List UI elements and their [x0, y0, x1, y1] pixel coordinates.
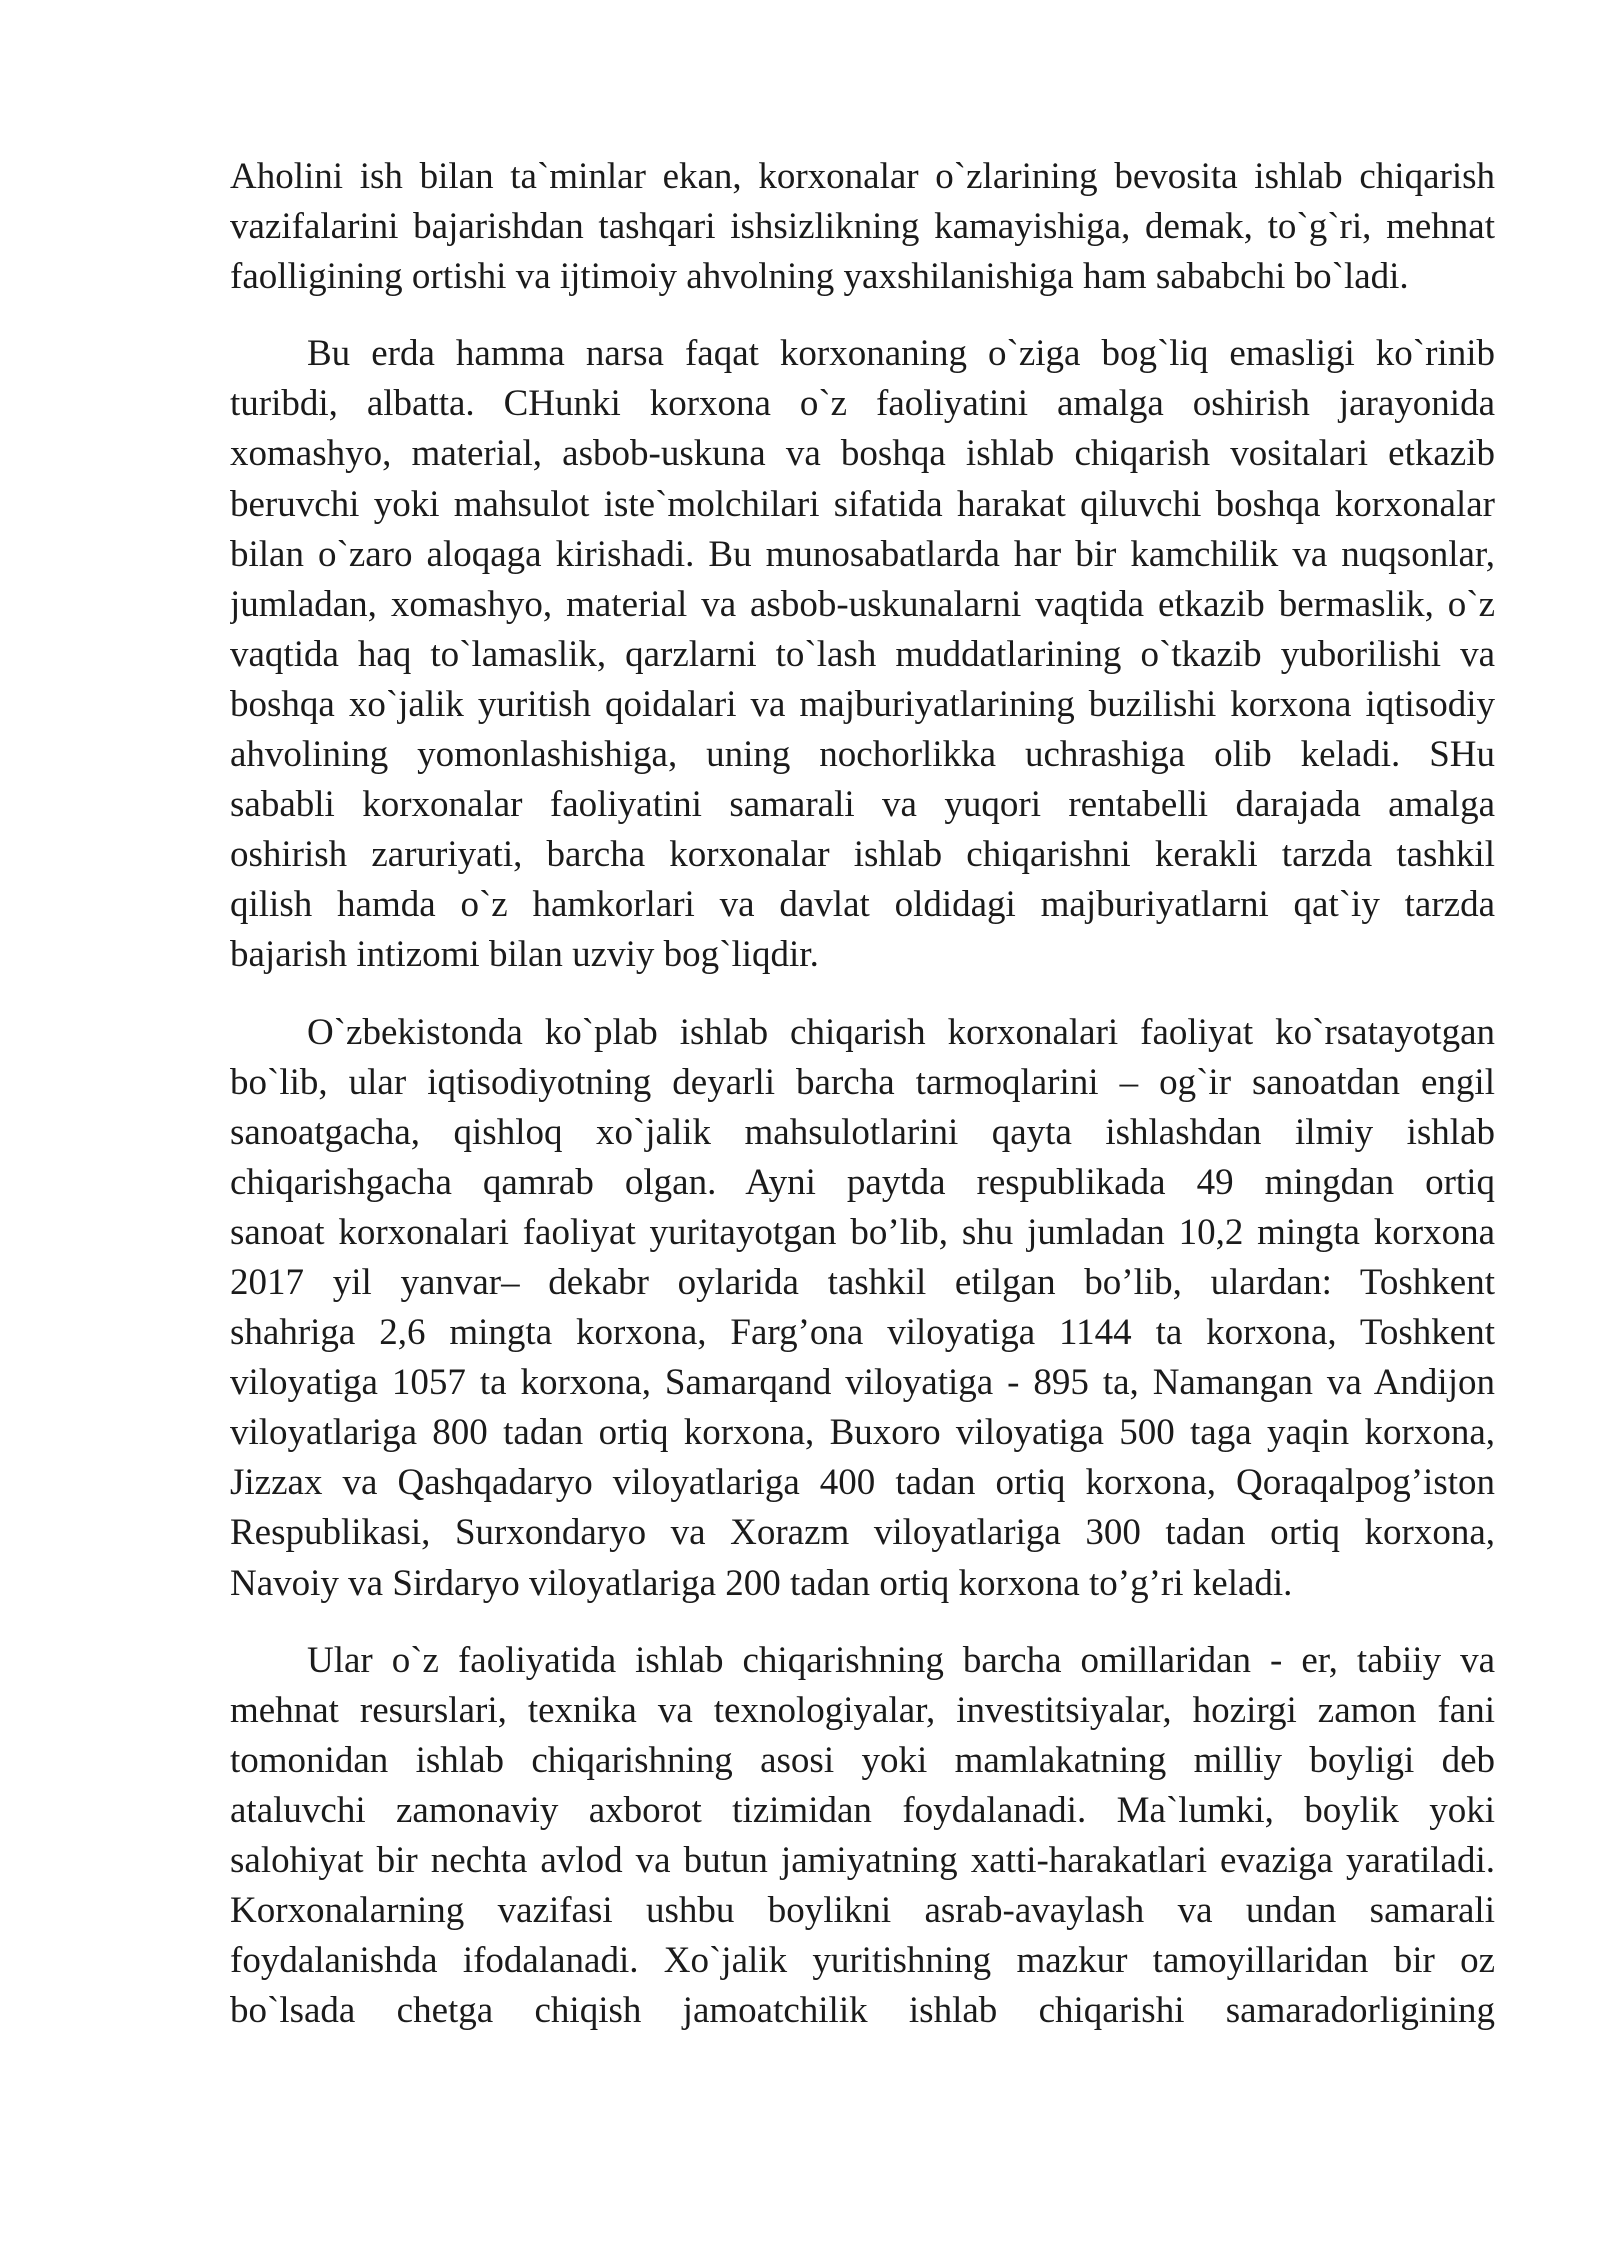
text-line: foydalanishda ifodalanadi. Xo`jalik yuritishning mazkur tamoyillaridan bir oz	[230, 1940, 1495, 1982]
text-line: turibdi, albatta. CHunki korxona o`z faoliyatini amalga oshirish jarayonida	[230, 383, 1495, 425]
text-line: jumladan, xomashyo, material va asbob-uskunalarni vaqtida etkazib bermaslik, o`z	[230, 583, 1495, 625]
paragraph	[230, 329, 1495, 980]
text-line: Bu erda hamma narsa faqat korxonaning o`ziga bog`liq emasligi ko`rinib	[307, 333, 1495, 375]
text-line: Korxonalarning vazifasi ushbu boylikni asrab-avaylash va undan samarali	[230, 1890, 1495, 1932]
text-line: ahvolining yomonlashishiga, uning nochorlikka uchrashiga olib keladi. SHu	[230, 734, 1495, 776]
text-line: vazifalarini bajarishdan tashqari ishsizlikning kamayishiga, demak, to`g`ri, mehnat	[230, 206, 1495, 248]
text-line: Ular o`z faoliyatida ishlab chiqarishning barcha omillaridan - er, tabiiy va	[307, 1639, 1495, 1681]
text-line: viloyatlariga 800 tadan ortiq korxona, Buxoro viloyatiga 500 taga yaqin korxona,	[230, 1412, 1495, 1454]
text-line: ataluvchi zamonaviy axborot tizimidan foydalanadi. Ma`lumki, boylik yoki	[230, 1789, 1495, 1831]
text-line: tomonidan ishlab chiqarishning asosi yoki mamlakatning milliy boyligi deb	[230, 1739, 1495, 1781]
text-line: Respublikasi, Surxondaryo va Xorazm viloyatlariga 300 tadan ortiq korxona,	[230, 1512, 1495, 1554]
text-line: Navoiy va Sirdaryo viloyatlariga 200 tadan ortiq korxona to’g’ri keladi.	[230, 1562, 1293, 1604]
text-line: sanoatgacha, qishloq xo`jalik mahsulotlarini qayta ishlashdan ilmiy ishlab	[230, 1111, 1495, 1153]
paragraph	[230, 1636, 1495, 2037]
paragraph	[230, 1008, 1495, 1609]
text-line: faolligining ortishi va ijtimoiy ahvolning yaxshilanishiga ham sababchi bo`ladi.	[230, 256, 1409, 298]
text-line: bilan o`zaro aloqaga kirishadi. Bu munosabatlarda har bir kamchilik va nuqsonlar,	[230, 533, 1495, 575]
text-line: oshirish zaruriyati, barcha korxonalar ishlab chiqarishni kerakli tarzda tashkil	[230, 834, 1495, 876]
text-line: O`zbekistonda ko`plab ishlab chiqarish korxonalari faoliyat ko`rsatayotgan	[307, 1011, 1495, 1053]
text-line: vaqtida haq to`lamaslik, qarzlarni to`lash muddatlarining o`tkazib yuborilishi va	[230, 633, 1495, 675]
text-line: boshqa xo`jalik yuritish qoidalari va majburiyatlarining buzilishi korxona iqtisodiy	[230, 683, 1495, 725]
text-line: bajarish intizomi bilan uzviy bog`liqdir.	[230, 934, 819, 976]
paragraph	[230, 152, 1495, 302]
document-body	[230, 152, 1495, 2063]
text-line: sababli korxonalar faoliyatini samarali va yuqori rentabelli darajada amalga	[230, 784, 1495, 826]
text-line: chiqarishgacha qamrab olgan. Ayni paytda respublikada 49 mingdan ortiq	[230, 1161, 1495, 1203]
text-line: sanoat korxonalari faoliyat yuritayotgan bo’lib, shu jumladan 10,2 mingta korxona	[230, 1211, 1495, 1253]
text-line: Jizzax va Qashqadaryo viloyatlariga 400 tadan ortiq korxona, Qoraqalpog’iston	[230, 1462, 1495, 1504]
text-line: bo`lib, ular iqtisodiyotning deyarli barcha tarmoqlarini – og`ir sanoatdan engil	[230, 1061, 1495, 1103]
text-line: beruvchi yoki mahsulot iste`molchilari sifatida harakat qiluvchi boshqa korxonalar	[230, 483, 1495, 525]
text-line: viloyatiga 1057 ta korxona, Samarqand viloyatiga - 895 ta, Namangan va Andijon	[230, 1362, 1495, 1404]
text-line: salohiyat bir nechta avlod va butun jamiyatning xatti-harakatlari evaziga yaratiladi.	[230, 1840, 1495, 1881]
text-line: bo`lsada chetga chiqish jamoatchilik ishlab chiqarishi samaradorligining	[230, 1990, 1495, 2032]
text-line: qilish hamda o`z hamkorlari va davlat oldidagi majburiyatlarni qat`iy tarzda	[230, 884, 1495, 926]
text-line: shahriga 2,6 mingta korxona, Farg’ona viloyatiga 1144 ta korxona, Toshkent	[230, 1312, 1495, 1354]
text-line: mehnat resurslari, texnika va texnologiyalar, investitsiyalar, hozirgi zamon fani	[230, 1689, 1495, 1731]
text-line: 2017 yil yanvar– dekabr oylarida tashkil etilgan bo’lib, ulardan: Toshkent	[230, 1261, 1495, 1303]
text-line: Aholini ish bilan ta`minlar ekan, korxonalar o`zlarining bevosita ishlab chiqarish	[230, 156, 1495, 197]
text-line: xomashyo, material, asbob-uskuna va boshqa ishlab chiqarish vositalari etkazib	[230, 433, 1495, 475]
